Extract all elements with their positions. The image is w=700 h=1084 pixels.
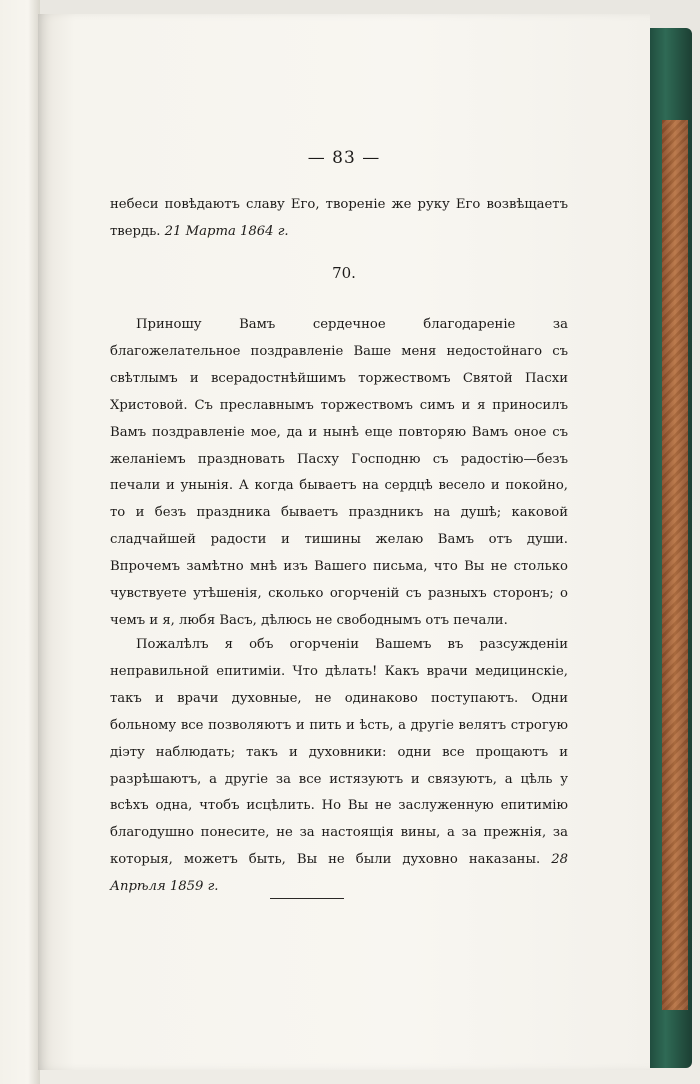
paragraph-3 [110,632,568,901]
paragraph-2 [110,312,568,635]
paragraph-1-date: 21 Марта 1864 г. [164,223,289,239]
paragraph-2-text: Приношу Вамъ сердечное благодареніе за благожелательное поздравленіе Ваше меня недостойнаго съ свѣтлымъ и всерадостнѣйшимъ торжествомъ Святой Пасхи Христовой. Съ преславнымъ торжествомъ симъ и я приносилъ Вамъ поздравленіе мое, да и нынѣ еще повторяю Вамъ оное съ желаніемъ праздновать Пасху Господню съ радостію—безъ печали и унынія. А когда бываетъ на сердцѣ весело и покойно, то и безъ праздника бываетъ праздникъ на душѣ; каковой сладчайшей радости и тишины желаю Вамъ отъ души. Впрочемъ замѣтно мнѣ изъ Вашего письма, что Вы не столько чувствуете утѣшенія, сколько огорченій съ разныхъ сторонъ; о чемъ и я, любя Васъ, дѣлюсь не свободнымъ отъ печали. [110,317,568,628]
paragraph-3-date: 28 Апрѣля 1859 г. [110,852,568,895]
paragraph-continuation [110,192,568,246]
left-facing-page [0,0,40,1084]
entry-number: 70. [332,264,356,282]
paragraph-3-text: Пожалѣлъ я объ огорченіи Вашемъ въ разсужденіи неправильной епитиміи. Что дѣлать! Какъ врачи медицинскіе, такъ и врачи духовные, не одинаково поступаютъ. Одни больному все позволяютъ и пить и ѣсть, а другіе велятъ строгую діэту наблюдать; такъ и духовники: одни все прощаютъ и разрѣшаютъ, а другіе за все истязуютъ и связуютъ, а цѣль у всѣхъ одна, чтобъ исцѣлить. Но Вы не заслуженную епитимію благодушно понесите, не за настоящія вины, а за прежнія, за которыя, можетъ быть, Вы не были духовно наказаны. [110,637,568,868]
page-number: — 83 — [307,148,381,168]
section-divider [270,898,344,899]
paragraph-1-text: небеси повѣдаютъ славу Его, твореніе же руку Его возвѣщаетъ твердь. [110,197,568,239]
right-page [38,14,650,1070]
book-spine-leather [662,120,688,1010]
